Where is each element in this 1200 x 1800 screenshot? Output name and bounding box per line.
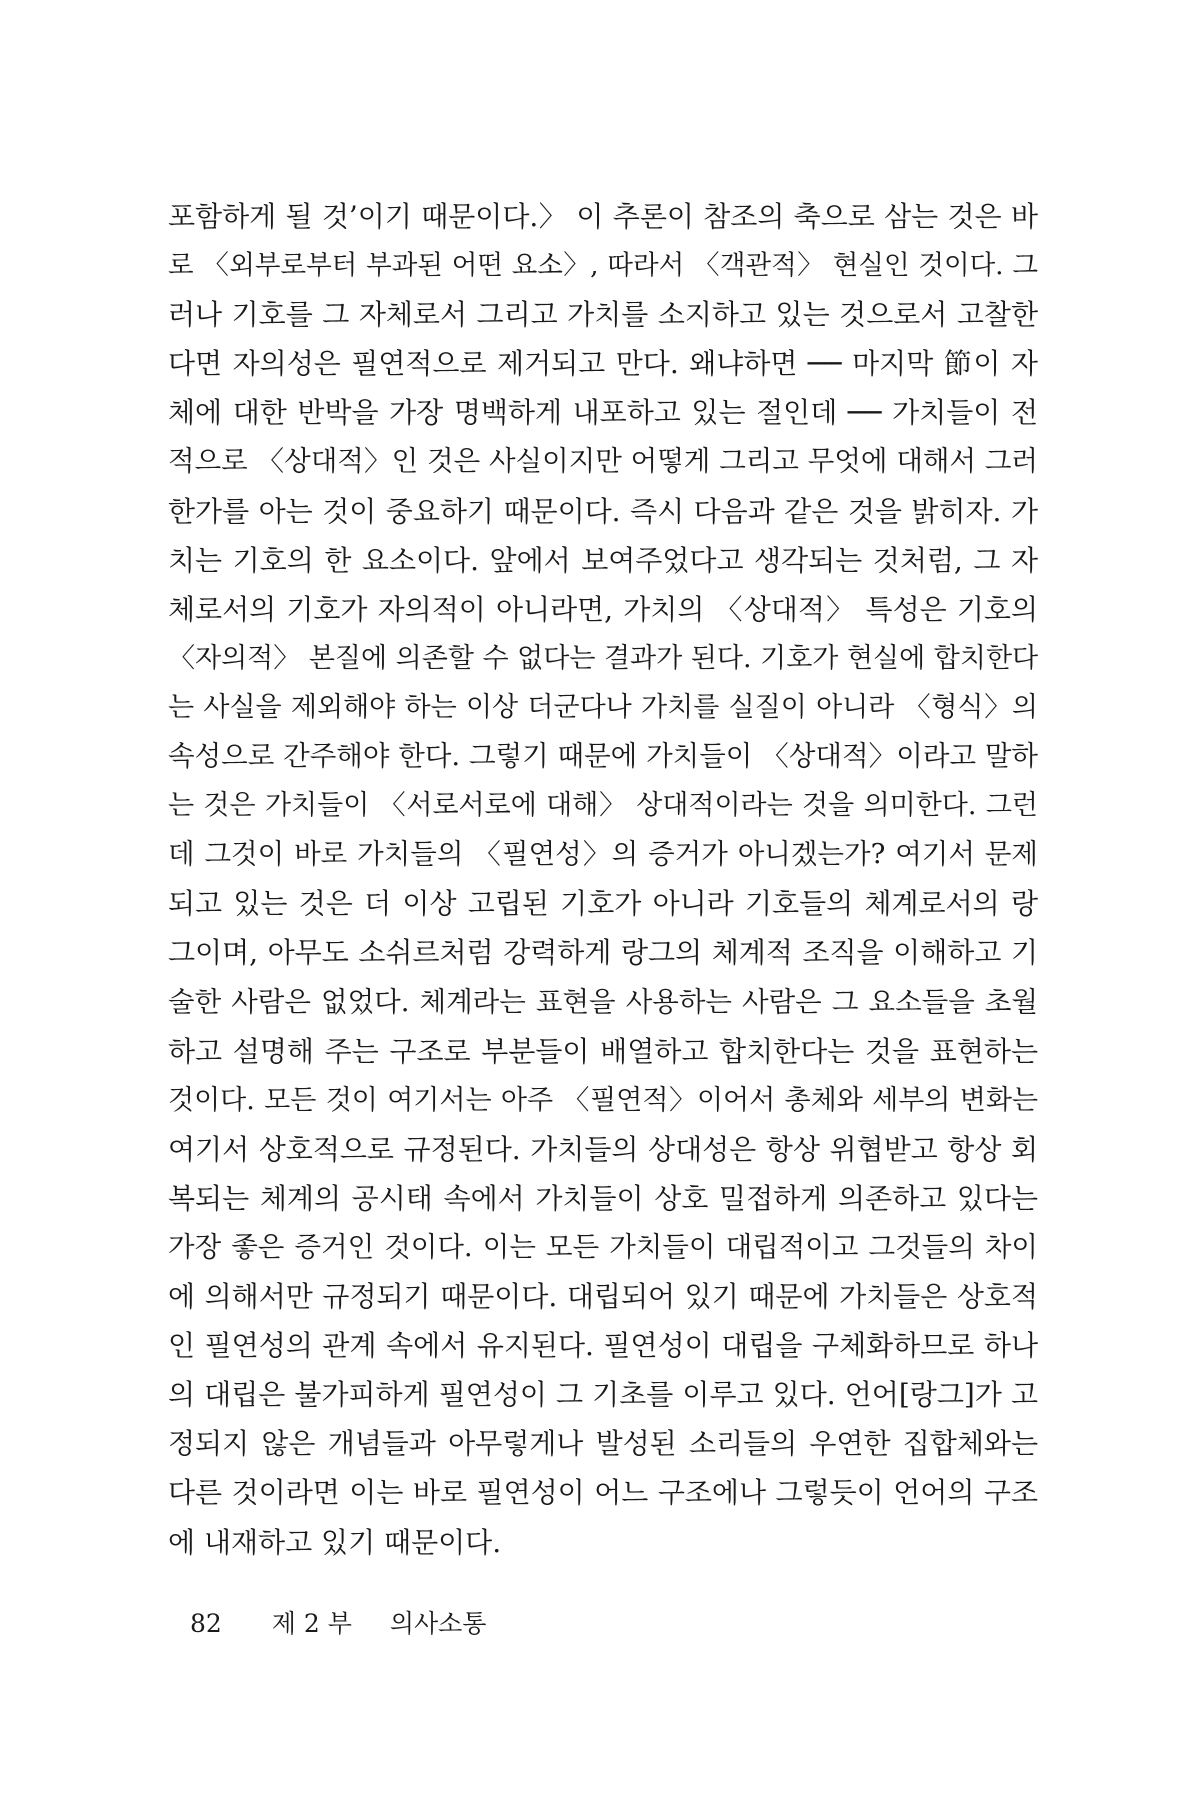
text-line: 적으로 〈상대적〉인 것은 사실이지만 어떻게 그리고 무엇에 대해서 그러 — [168, 445, 1038, 478]
text-line: 체에 대한 반박을 가장 명백하게 내포하고 있는 절인데 ── 가치들이 전 — [168, 396, 1038, 430]
text-line: 다면 자의성은 필연적으로 제거되고 만다. 왜냐하면 ── 마지막 節이 자 — [168, 347, 1038, 381]
text-line: 에 내재하고 있기 때문이다. — [168, 1525, 502, 1559]
text-line: 로 〈외부로부터 부과된 어떤 요소〉, 따라서 〈객관적〉 현실인 것이다. 그 — [168, 250, 1038, 282]
text-line: 그이며, 아무도 소쉬르처럼 강력하게 랑그의 체계적 조직을 이해하고 기 — [168, 936, 1038, 970]
text-line: 데 그것이 바로 가치들의 〈필연성〉의 증거가 아니겠는가? 여기서 문제 — [168, 838, 1038, 871]
text-line: 러나 기호를 그 자체로서 그리고 가치를 소지하고 있는 것으로서 고찰한 — [168, 298, 1038, 332]
text-line: 되고 있는 것은 더 이상 고립된 기호가 아니라 기호들의 체계로서의 랑 — [168, 887, 1038, 921]
text-line: 속성으로 간주해야 한다. 그렇기 때문에 가치들이 〈상대적〉이라고 말하 — [168, 740, 1038, 773]
text-line: 체로서의 기호가 자의적이 아니라면, 가치의 〈상대적〉 특성은 기호의 — [168, 592, 1038, 626]
text-line: 정되지 않은 개념들과 아무렇게나 발성된 소리들의 우연한 집합체와는 — [168, 1427, 1038, 1461]
text-line: 는 사실을 제외해야 하는 이상 더군다나 가치를 실질이 아니라 〈형식〉의 — [168, 691, 1038, 723]
text-line: 〈자의적〉 본질에 의존할 수 없다는 결과가 된다. 기호가 현실에 합치한다 — [168, 642, 1038, 674]
page-footer — [190, 1604, 486, 1644]
part-label: 제 2 부 — [271, 1609, 352, 1638]
text-line: 인 필연성의 관계 속에서 유지된다. 필연성이 대립을 구체화하므로 하나 — [168, 1329, 1038, 1363]
body-text — [168, 192, 1038, 1567]
text-line: 여기서 상호적으로 규정된다. 가치들의 상대성은 항상 위협받고 항상 회 — [168, 1132, 1038, 1166]
text-line: 치는 기호의 한 요소이다. 앞에서 보여주었다고 생각되는 것처럼, 그 자 — [168, 543, 1038, 577]
page-number: 82 — [190, 1609, 222, 1638]
text-line: 의 대립은 불가피하게 필연성이 그 기초를 이루고 있다. 언어[랑그]가 고 — [168, 1378, 1038, 1412]
text-line: 다른 것이라면 이는 바로 필연성이 어느 구조에나 그렇듯이 언어의 구조 — [168, 1476, 1038, 1510]
text-line: 것이다. 모든 것이 여기서는 아주 〈필연적〉이어서 총체와 세부의 변화는 — [168, 1084, 1038, 1116]
text-line: 술한 사람은 없었다. 체계라는 표현을 사용하는 사람은 그 요소들을 초월 — [168, 985, 1038, 1018]
text-line: 에 의해서만 규정되기 때문이다. 대립되어 있기 때문에 가치들은 상호적 — [168, 1280, 1038, 1314]
text-line: 복되는 체계의 공시태 속에서 가치들이 상호 밀접하게 의존하고 있다는 — [168, 1181, 1038, 1215]
text-line: 가장 좋은 증거인 것이다. 이는 모든 가치들이 대립적이고 그것들의 차이 — [168, 1230, 1038, 1263]
text-line: 한가를 아는 것이 중요하기 때문이다. 즉시 다음과 같은 것을 밝히자. 가 — [168, 494, 1038, 528]
text-line: 포함하게 될 것’이기 때문이다.〉 이 추론이 참조의 축으로 삼는 것은 바 — [168, 200, 1038, 233]
text-line: 는 것은 가치들이 〈서로서로에 대해〉 상대적이라는 것을 의미한다. 그런 — [168, 790, 1038, 822]
text-line: 하고 설명해 주는 구조로 부분들이 배열하고 합치한다는 것을 표현하는 — [168, 1034, 1038, 1068]
section-title: 의사소통 — [389, 1609, 487, 1638]
